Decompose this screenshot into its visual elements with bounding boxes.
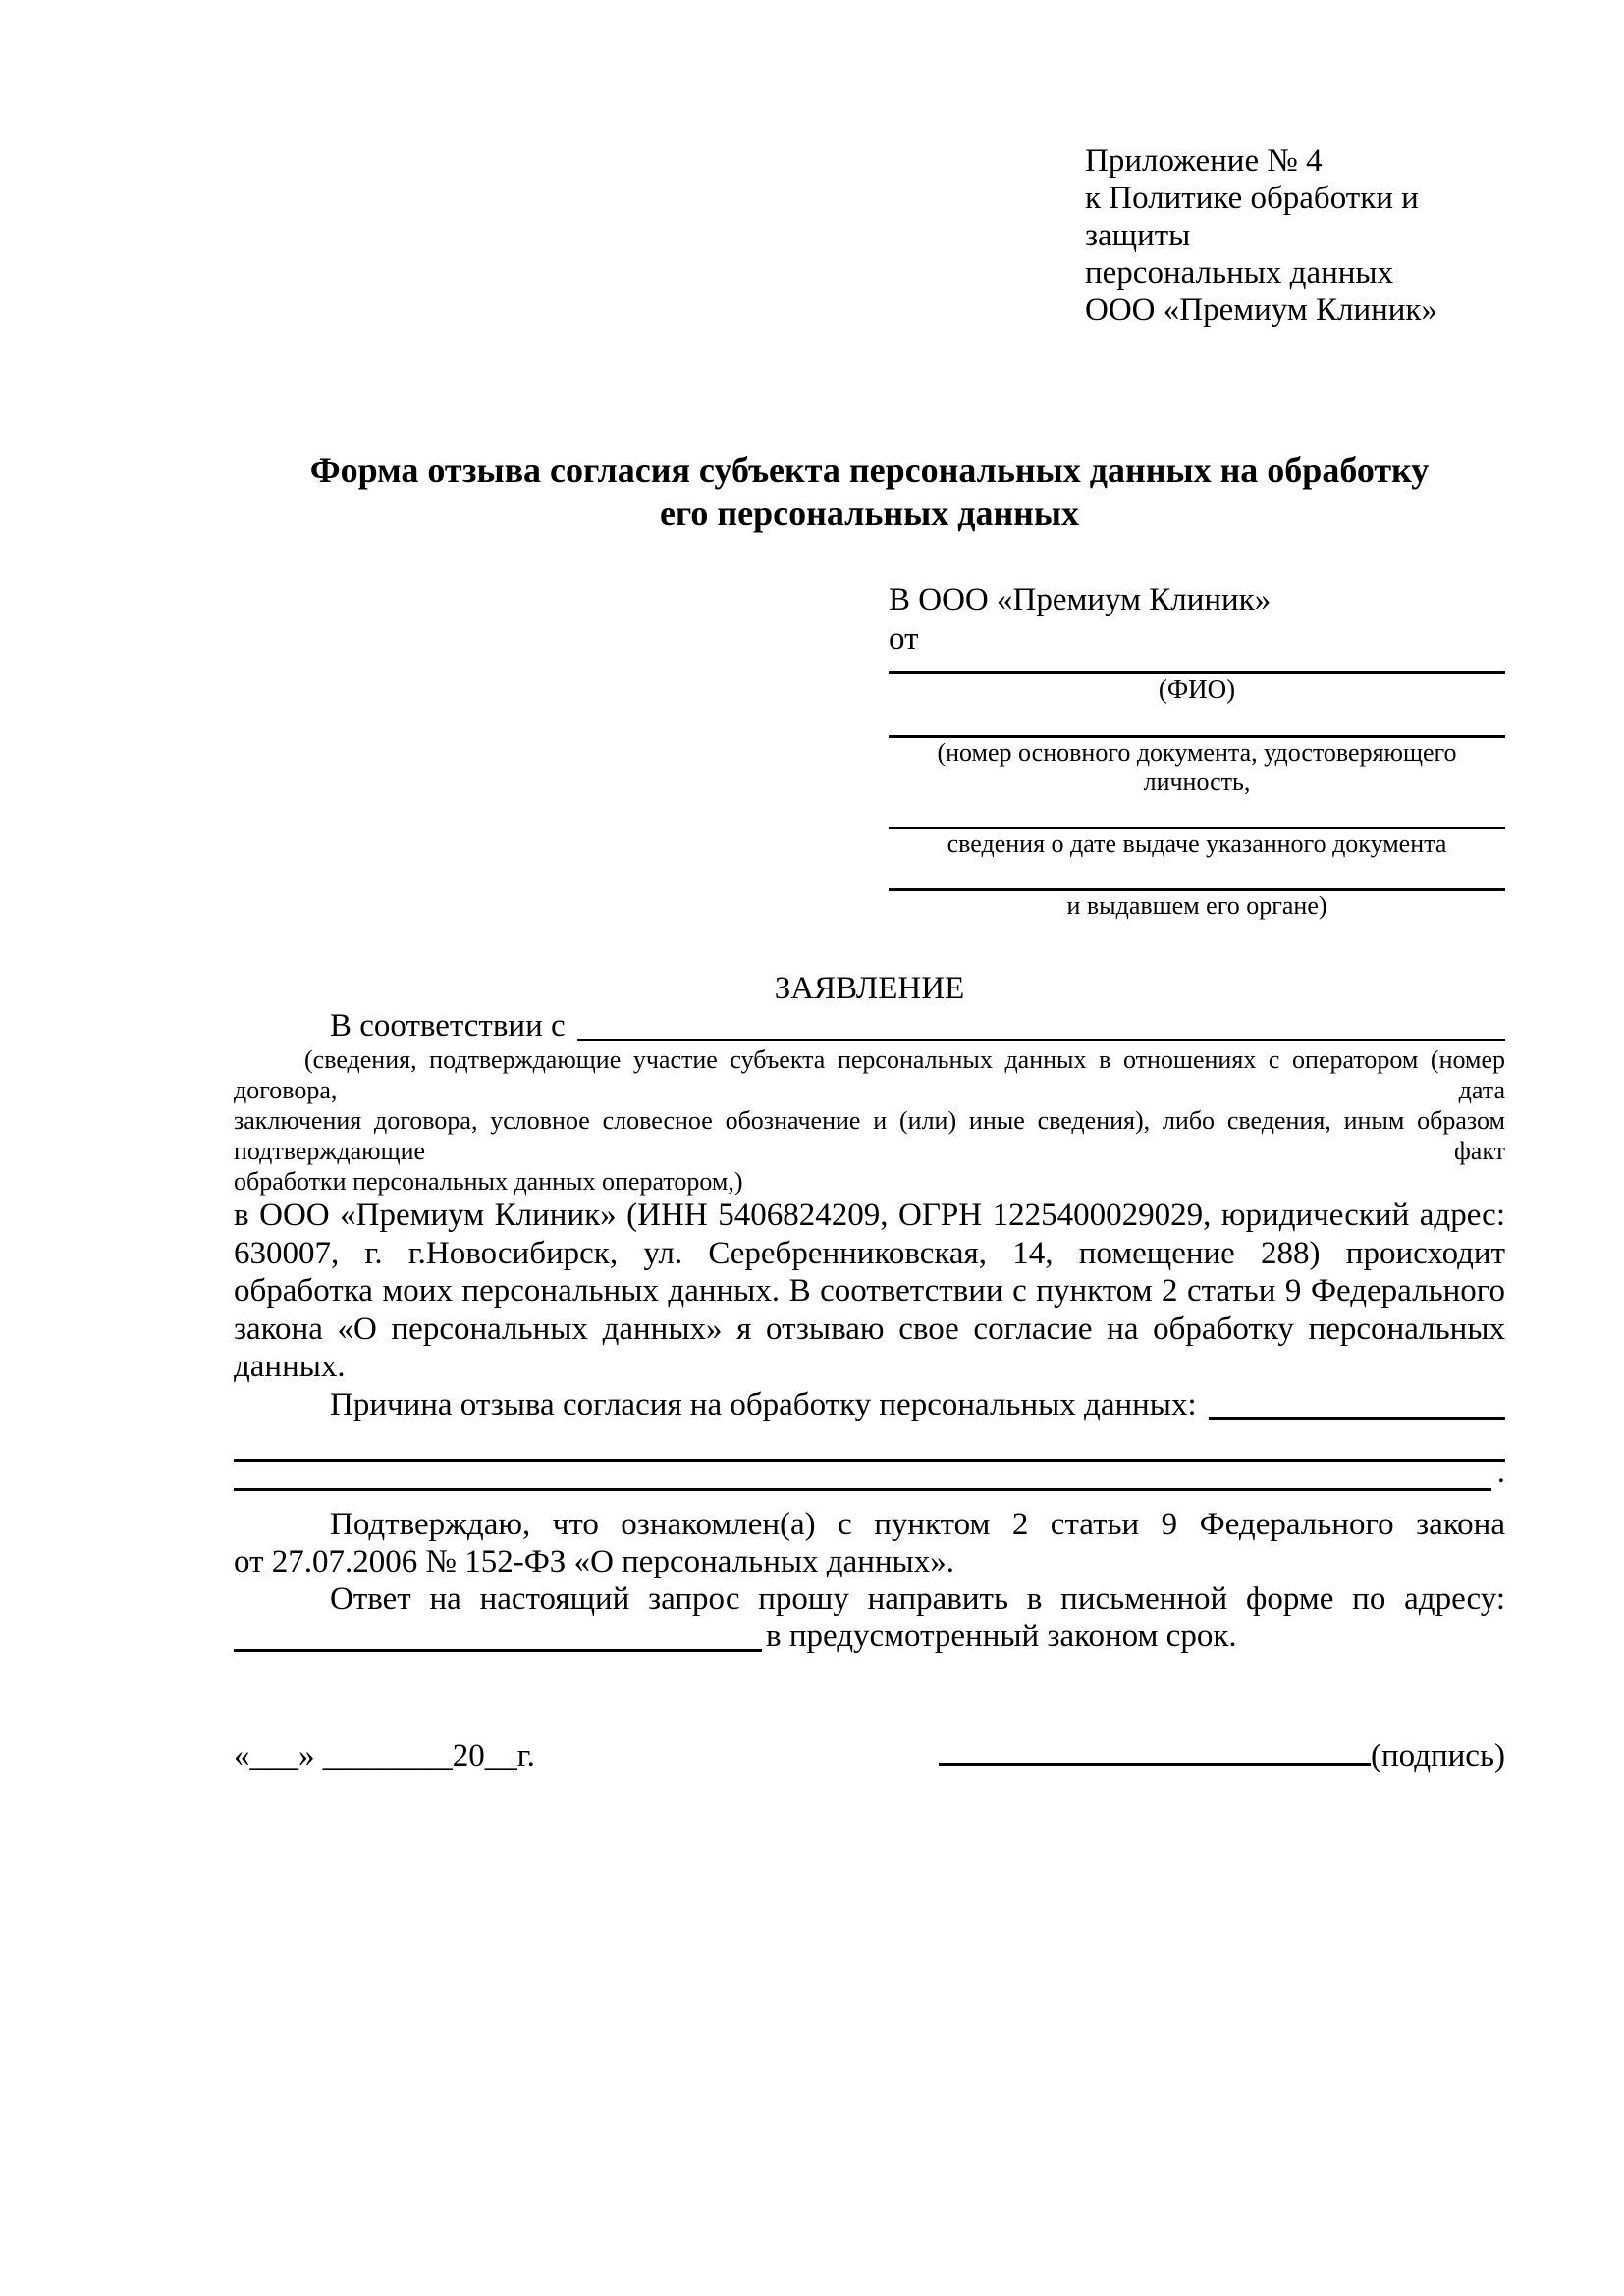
reason-extra-line-1[interactable] bbox=[234, 1423, 1505, 1462]
addressee-org: В ООО «Премиум Клиник» bbox=[889, 582, 1272, 617]
issue-date-field-line[interactable] bbox=[889, 797, 1505, 829]
page-title-line: Форма отзыва согласия субъекта персональных данных на обработку bbox=[309, 451, 1430, 490]
date-blank[interactable]: «___» ________20__г. bbox=[234, 1737, 535, 1774]
basis-prefix: В соответствии с bbox=[330, 1008, 566, 1043]
doc-number-caption: (номер основного документа, удостоверяющего личность, bbox=[937, 738, 1457, 796]
body-line: закона «О персональных данных» я отзываю свое согласие на обработку персональных bbox=[234, 1310, 1505, 1347]
issue-date-caption: сведения о дате выдаче указанного документа bbox=[947, 829, 1447, 858]
statement-heading: ЗАЯВЛЕНИЕ bbox=[774, 971, 965, 1006]
issuer-field-line[interactable] bbox=[889, 859, 1505, 891]
footnote-block bbox=[234, 1044, 1505, 1197]
footnote-line: обработки персональных данных оператором,) bbox=[234, 1167, 743, 1196]
addressee-block bbox=[889, 580, 1505, 921]
appendix-line: Приложение № 4 bbox=[1085, 143, 1323, 179]
body-line: в ООО «Премиум Клиник» (ИНН 5406824209, ОГРН 1225400029029, юридический адрес: bbox=[234, 1198, 1505, 1233]
basis-row bbox=[234, 1007, 1505, 1044]
signature-group bbox=[939, 1737, 1505, 1775]
footnote-line: заключения договора, условное словесное обозначение и (или) иные сведения), либо сведения, иным образом подтверждающие факт bbox=[234, 1106, 1505, 1165]
reason-extra-line-2[interactable] bbox=[234, 1460, 1491, 1491]
sentence-period: . bbox=[1496, 1454, 1505, 1490]
body-line: обработка моих персональных данных. В соответствии с пунктом 2 статьи 9 Федерального bbox=[234, 1273, 1505, 1308]
signature-caption: (подпись) bbox=[1371, 1737, 1505, 1774]
page-title-line: его персональных данных bbox=[659, 494, 1080, 533]
reason-label: Причина отзыва согласия на обработку персональных данных: bbox=[330, 1386, 1197, 1422]
fio-caption: (ФИО) bbox=[1158, 674, 1236, 704]
address-field-line[interactable] bbox=[234, 1618, 762, 1652]
page-title bbox=[234, 449, 1505, 535]
confirmation-paragraph bbox=[234, 1506, 1505, 1580]
appendix-line: персональных данных bbox=[1085, 255, 1394, 291]
statement-body bbox=[234, 1197, 1505, 1386]
appendix-block bbox=[1085, 142, 1505, 329]
body-line: данных. bbox=[234, 1349, 346, 1384]
basis-field-line[interactable] bbox=[577, 1007, 1505, 1041]
from-label: от bbox=[889, 621, 919, 657]
reply-suffix: в предусмотренный законом срок. bbox=[766, 1618, 1237, 1654]
footer-row bbox=[234, 1737, 1505, 1775]
appendix-line: к Политике обработки и защиты bbox=[1085, 181, 1419, 253]
reason-extra-row bbox=[234, 1454, 1505, 1491]
appendix-line: ООО «Премиум Клиник» bbox=[1085, 293, 1437, 328]
body-line: 630007, г. г.Новосибирск, ул. Серебренниковская, 14, помещение 288) происходит bbox=[234, 1235, 1505, 1271]
reply-address-row bbox=[234, 1618, 1505, 1655]
footnote-line: (сведения, подтверждающие участие субъекта персональных данных в отношениях с оператором (номер договора, дата bbox=[234, 1045, 1505, 1104]
fio-field-line[interactable] bbox=[889, 659, 1505, 674]
issuer-caption: и выдавшем его органе) bbox=[1066, 891, 1327, 920]
reply-request-line: Ответ на настоящий запрос прошу направить в письменной форме по адресу: bbox=[330, 1580, 1505, 1617]
confirm-line: Подтверждаю, что ознакомлен(а) с пунктом 2 статьи 9 Федерального закона bbox=[330, 1506, 1505, 1542]
signature-field-line[interactable] bbox=[939, 1763, 1371, 1766]
reason-field-line[interactable] bbox=[1209, 1386, 1505, 1420]
reason-row bbox=[234, 1386, 1505, 1423]
confirm-line: от 27.07.2006 № 152-ФЗ «О персональных данных». bbox=[234, 1543, 954, 1579]
doc-number-field-line[interactable] bbox=[889, 704, 1505, 738]
